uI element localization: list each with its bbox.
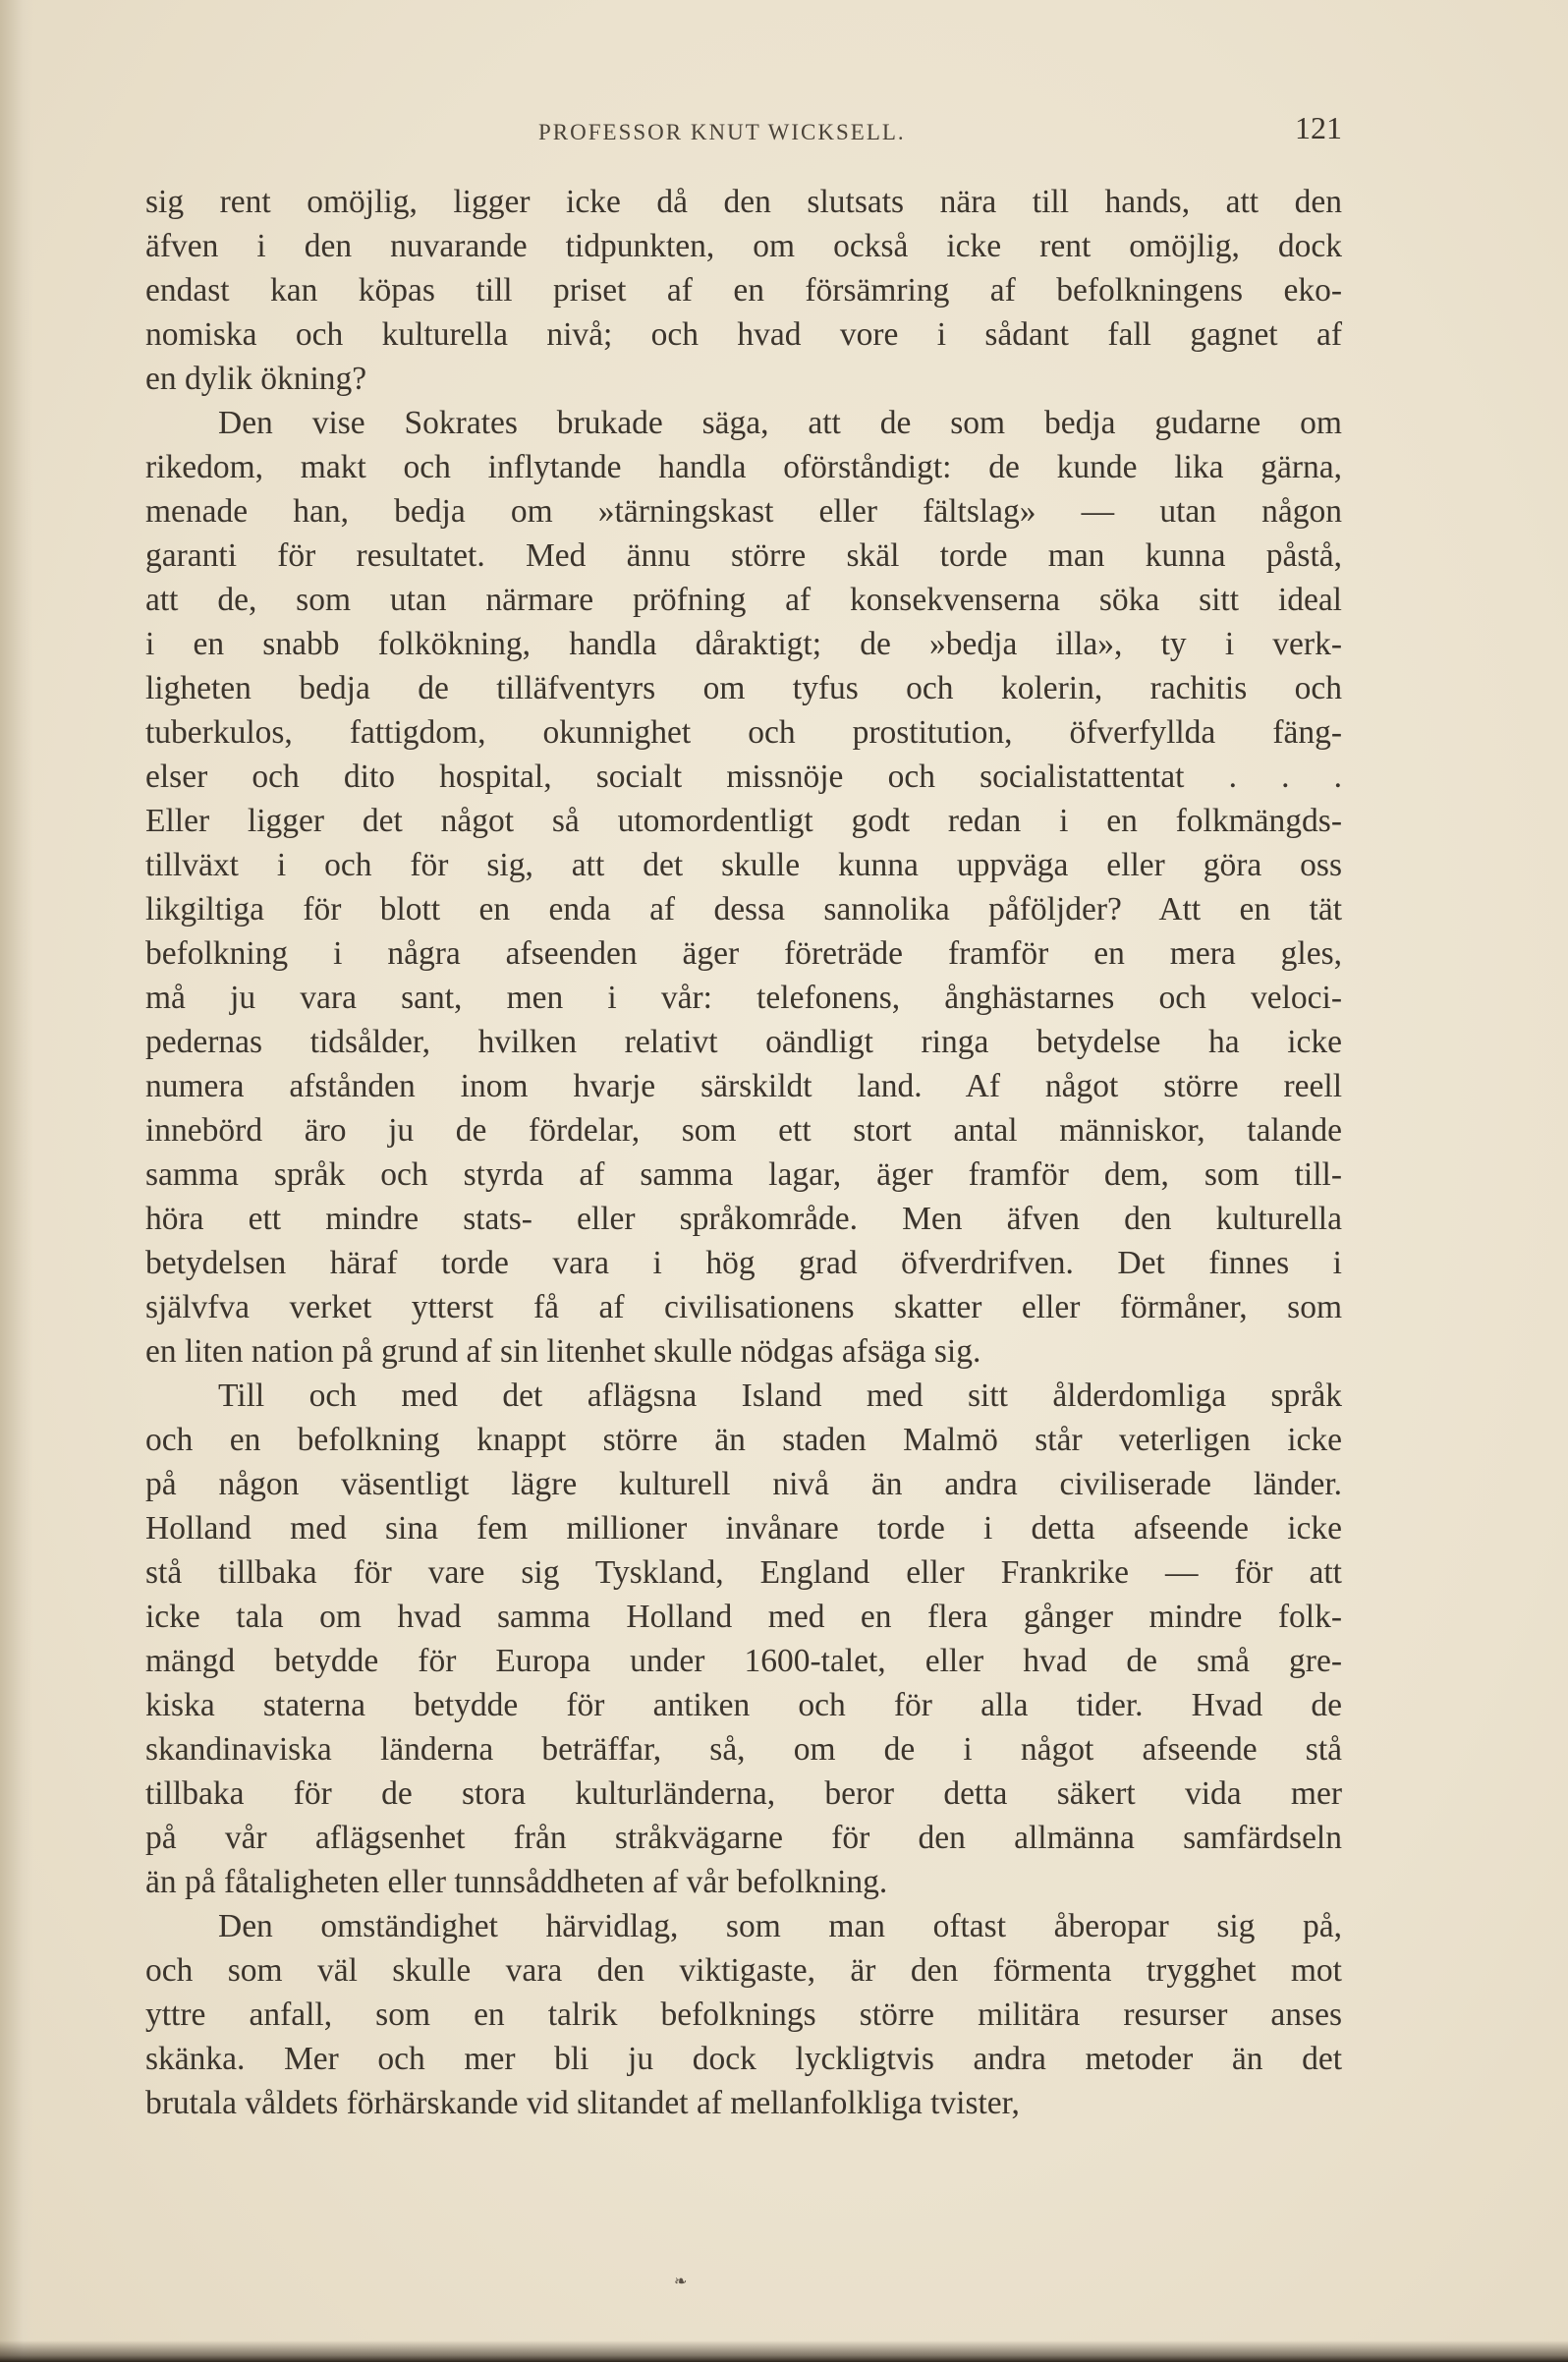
text-line: betydelsen häraf torde vara i hög grad öfverdrifven. Det finnes i	[145, 1245, 1342, 1281]
text-line: brutala våldets förhärskande vid slitandet af mellanfolkliga tvister,	[145, 2085, 1020, 2121]
text-line: likgiltiga för blott en enda af dessa sannolika påföljder? Att en tät	[145, 891, 1342, 928]
text-line: äfven i den nuvarande tidpunkten, om också icke rent omöjlig, dock	[145, 228, 1342, 264]
body-text	[145, 180, 1342, 2125]
text-line: och en befolkning knappt större än staden Malmö står veterligen icke	[145, 1422, 1342, 1458]
text-line: skandinaviska länderna beträffar, så, om de i något afseende stå	[145, 1731, 1342, 1768]
text-line: höra ett mindre stats- eller språkområde. Men äfven den kulturella	[145, 1201, 1342, 1237]
page-edge-shadow	[0, 2340, 1568, 2362]
paragraph	[145, 180, 1342, 401]
text-line: pedernas tidsålder, hvilken relativt oändligt ringa betydelse ha icke	[145, 1024, 1342, 1060]
text-line: ligheten bedja de tilläfventyrs om tyfus och kolerin, rachitis och	[145, 670, 1342, 706]
text-line: nomiska och kulturella nivå; och hvad vore i sådant fall gagnet af	[145, 316, 1342, 353]
text-line: rikedom, makt och inflytande handla oförståndigt: de kunde lika gärna,	[145, 449, 1342, 485]
text-line: numera afstånden inom hvarje särskildt land. Af något större reell	[145, 1068, 1342, 1104]
text-line: en dylik ökning?	[145, 361, 367, 397]
text-line: en liten nation på grund af sin litenhet skulle nödgas afsäga sig.	[145, 1333, 981, 1370]
text-line: Till och med det aflägsna Island med sitt ålderdomliga språk	[218, 1378, 1342, 1414]
text-line: samma språk och styrda af samma lagar, äger framför dem, som till-	[145, 1156, 1342, 1193]
text-line: skänka. Mer och mer bli ju dock lyckligtvis andra metoder än det	[145, 2041, 1342, 2077]
text-line: befolkning i några afseenden äger företräde framför en mera gles,	[145, 935, 1342, 972]
ink-fleck: ❧	[674, 2272, 688, 2290]
text-line: garanti för resultatet. Med ännu större skäl torde man kunna påstå,	[145, 537, 1342, 574]
text-line: endast kan köpas till priset af en försämring af befolkningens eko-	[145, 272, 1342, 309]
text-line: att de, som utan närmare pröfning af konsekvenserna söka sitt ideal	[145, 582, 1342, 618]
text-line: må ju vara sant, men i vår: telefonens, ånghästarnes och veloci-	[145, 980, 1342, 1016]
text-line: Holland med sina fem millioner invånare torde i detta afseende icke	[145, 1510, 1342, 1547]
text-line: icke tala om hvad samma Holland med en flera gånger mindre folk-	[145, 1599, 1342, 1635]
text-line: än på fåtaligheten eller tunnsåddheten af vår befolkning.	[145, 1864, 888, 1900]
text-line: på någon väsentligt lägre kulturell nivå än andra civiliserade länder.	[145, 1466, 1342, 1502]
page-number: 121	[1295, 110, 1342, 145]
text-line: tillbaka för de stora kulturländerna, beror detta säkert vida mer	[145, 1775, 1342, 1812]
text-line: i en snabb folkökning, handla dåraktigt; de »bedja illa», ty i verk-	[145, 626, 1342, 662]
text-line: Eller ligger det något så utomordentligt godt redan i en folkmängds-	[145, 803, 1342, 839]
text-line: elser och dito hospital, socialt missnöje och socialistattentat . . .	[145, 759, 1342, 795]
text-line: mängd betydde för Europa under 1600-talet, eller hvad de små gre-	[145, 1643, 1342, 1679]
text-line: stå tillbaka för vare sig Tyskland, England eller Frankrike — för att	[145, 1554, 1342, 1591]
paragraph	[145, 1374, 1342, 1904]
text-line: yttre anfall, som en talrik befolknings större militära resurser anses	[145, 1996, 1342, 2033]
text-line: tillväxt i och för sig, att det skulle kunna uppväga eller göra oss	[145, 847, 1342, 883]
text-line: sig rent omöjlig, ligger icke då den slutsats nära till hands, att den	[145, 184, 1342, 220]
paragraph	[145, 401, 1342, 1374]
text-line: innebörd äro ju de fördelar, som ett stort antal människor, talande	[145, 1112, 1342, 1149]
text-line: menade han, bedja om »tärningskast eller fältslag» — utan någon	[145, 493, 1342, 530]
page-header	[145, 110, 1342, 159]
text-line: Den vise Sokrates brukade säga, att de som bedja gudarne om	[218, 405, 1342, 441]
text-line: och som väl skulle vara den viktigaste, är den förmenta trygghet mot	[145, 1952, 1342, 1989]
page-gutter	[0, 0, 33, 2362]
running-head: PROFESSOR KNUT WICKSELL.	[538, 120, 906, 144]
text-line: självfva verket ytterst få af civilisationens skatter eller förmåner, som	[145, 1289, 1342, 1325]
text-line: på vår aflägsenhet från stråkvägarne för den allmänna samfärdseln	[145, 1820, 1342, 1856]
text-line: kiska staterna betydde för antiken och för alla tider. Hvad de	[145, 1687, 1342, 1723]
text-line: Den omständighet härvidlag, som man oftast åberopar sig på,	[218, 1908, 1342, 1944]
text-line: tuberkulos, fattigdom, okunnighet och prostitution, öfverfyllda fäng-	[145, 714, 1342, 751]
paragraph	[145, 1904, 1342, 2125]
